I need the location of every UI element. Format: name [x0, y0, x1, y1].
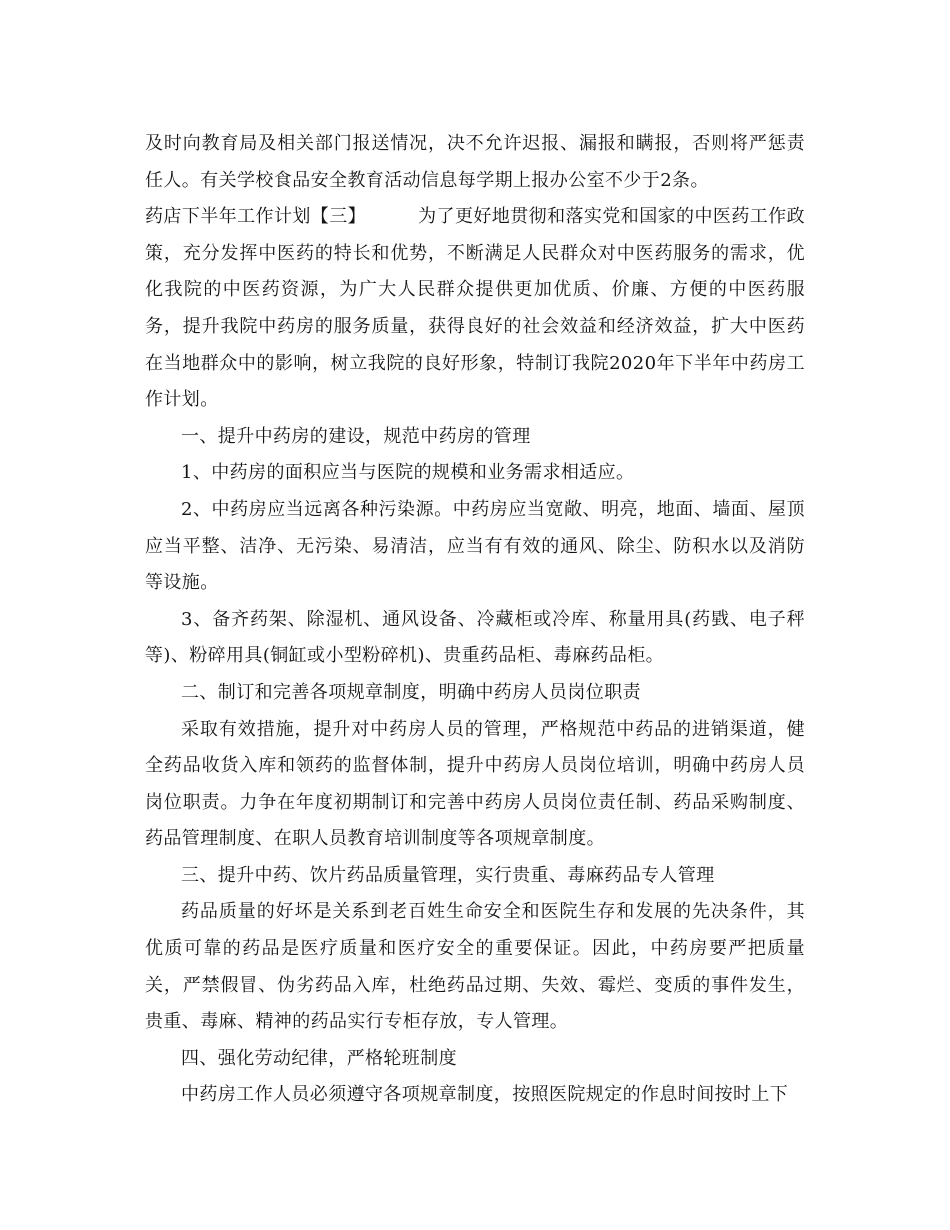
section-heading: 药店下半年工作计划【三】	[145, 206, 367, 228]
document-body	[145, 126, 805, 1114]
section-title-2: 二、制订和完善各项规章制度，明确中药房人员岗位职责	[181, 681, 641, 703]
paragraph-plan-intro	[145, 199, 805, 419]
list-item-1: 1、中药房的面积应当与医院的规模和业务需求相适应。	[181, 462, 635, 484]
paragraph-section-3: 药品质量的好坏是关系到老百姓生命安全和医院生存和发展的先决条件，其优质可靠的药品是医疗质量和医疗安全的重要保证。因此，中药房要严把质量关，严禁假冒、伪劣药品入库，杜绝药品过期、失效、霉烂、变质的事件发生，贵重、毒麻、精神的药品实行专柜存放，专人管理。	[145, 901, 805, 1033]
section-title-1: 一、提升中药房的建设，规范中药房的管理	[181, 425, 531, 447]
list-item-2: 2、中药房应当远离各种污染源。中药房应当宽敞、明亮，地面、墙面、屋顶应当平整、洁净、无污染、易清洁，应当有有效的通风、除尘、防积水以及消防等设施。	[145, 498, 805, 594]
paragraph-intro-text: 为了更好地贯彻和落实党和国家的中医药工作政策，充分发挥中医药的特长和优势，不断满足人民群众对中医药服务的需求，优化我院的中医药资源，为广大人民群众提供更加优质、价廉、方便的中医药服务，提升我院中药房的服务质量，获得良好的社会效益和经济效益，扩大中医药在当地群众中的影响，树立我院的良好形象，特制订我院2020年下半年中药房工作计划。	[145, 206, 805, 411]
paragraph-section-4: 中药房工作人员必须遵守各项规章制度，按照医院规定的作息时间按时上下	[181, 1084, 789, 1106]
list-item-3: 3、备齐药架、除湿机、通风设备、冷藏柜或冷库、称量用具(药戥、电子秤等)、粉碎用具(铜缸或小型粉碎机)、贵重药品柜、毒麻药品柜。	[145, 608, 805, 667]
paragraph-section-2: 采取有效措施，提升对中药房人员的管理，严格规范中药品的进销渠道，健全药品收货入库和领药的监督体制，提升中药房人员岗位培训，明确中药房人员岗位职责。力争在年度初期制订和完善中药房人员岗位责任制、药品采购制度、药品管理制度、在职人员教育培训制度等各项规章制度。	[145, 718, 805, 850]
paragraph-continuation: 及时向教育局及相关部门报送情况，决不允许迟报、漏报和瞒报，否则将严惩责任人。有关学校食品安全教育活动信息每学期上报办公室不少于2条。	[145, 133, 805, 191]
section-title-4: 四、强化劳动纪律，严格轮班制度	[181, 1047, 457, 1069]
section-title-3: 三、提升中药、饮片药品质量管理，实行贵重、毒麻药品专人管理	[181, 864, 715, 886]
